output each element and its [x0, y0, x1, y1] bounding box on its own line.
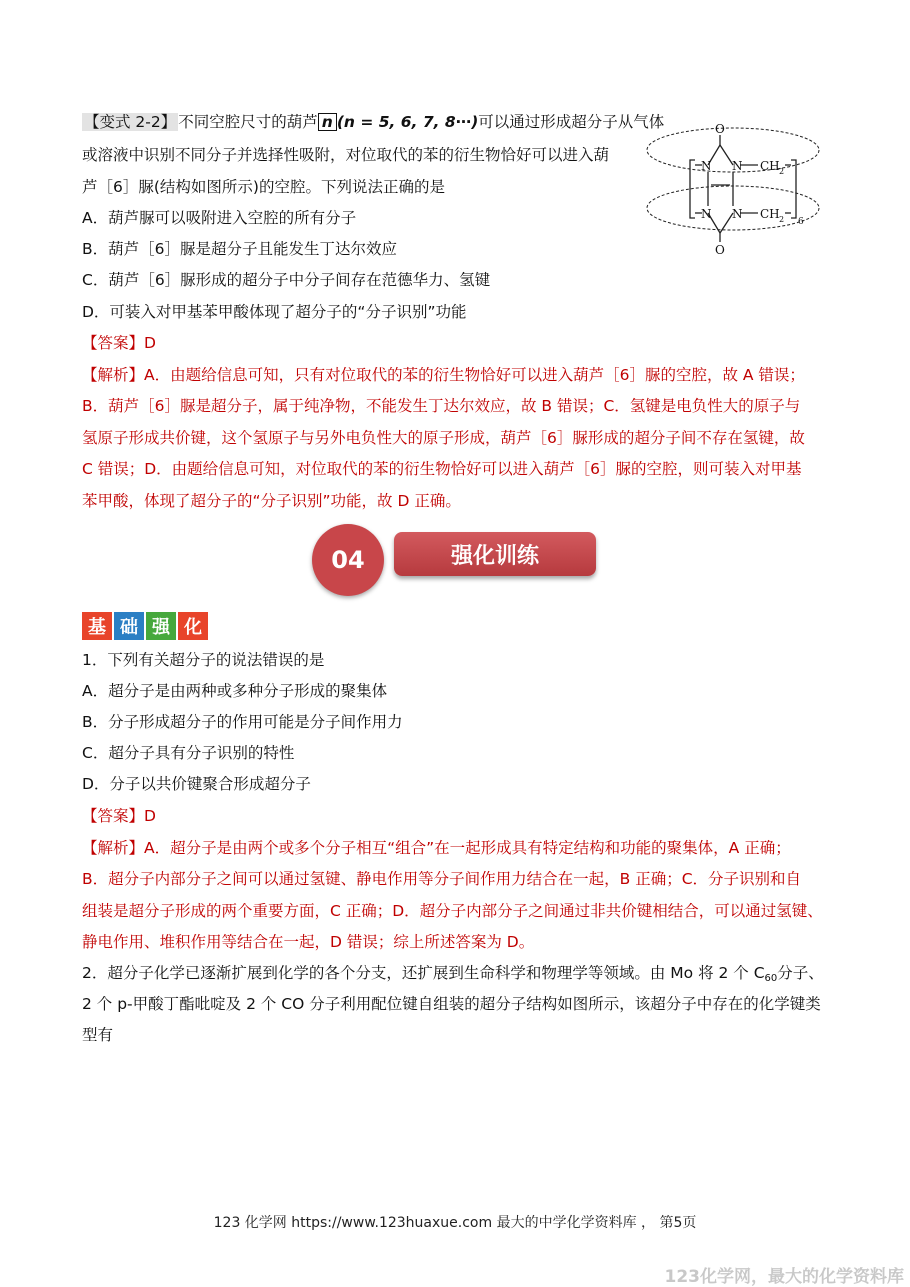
o-bottom: O [715, 243, 725, 255]
site-watermark: 123化学网，最大的化学资料库 [664, 1267, 904, 1287]
q1-option-b: B．分子形成超分子的作用可能是分子间作用力 [82, 713, 403, 731]
q2-line-1-b: 分子、 [777, 964, 824, 982]
q2-line-3: 型有 [82, 1026, 114, 1044]
tile-3: 强 [146, 612, 176, 640]
q2-line-2: 2 个 p-甲酸丁酯吡啶及 2 个 CO 分子利用配位键自组装的超分子结构如图所示，该超分子中存在的化学键类 [82, 995, 821, 1013]
tile-4: 化 [178, 612, 208, 640]
ch2-bottom: CH [760, 207, 780, 221]
o-top: O [715, 122, 725, 136]
q2-line-1 [82, 963, 824, 989]
n-right-bottom: N [732, 207, 743, 221]
variant-option-d: D．可装入对甲基苯甲酸体现了超分子的“分子识别”功能 [82, 303, 467, 321]
variant-line-1-b: 可以通过形成超分子从气体 [478, 113, 665, 131]
ch2-top-sub: 2 [779, 167, 785, 176]
basic-strengthening-heading [82, 612, 208, 640]
section-number: 04 [312, 524, 384, 596]
ch2-top: CH [760, 159, 780, 173]
variant-line-3: 芦［6］脲(结构如图所示)的空腔。下列说法正确的是 [82, 178, 445, 196]
q2-line-1-a: 2．超分子化学已逐渐扩展到化学的各个分支，还扩展到生命科学和物理学等领域。由 Mo 将 2 个 C [82, 964, 765, 982]
ch2-bottom-sub: 2 [779, 215, 785, 224]
repeat-count: 6 [798, 217, 804, 227]
variant-explanation-3: 氢原子形成共价键，这个氢原子与另外电负性大的原子形成，葫芦［6］脲形成的超分子间不存在氢键，故 [82, 429, 805, 447]
q1-stem: 1．下列有关超分子的说法错误的是 [82, 651, 325, 669]
q1-explanation-4: 静电作用、堆积作用等结合在一起，D 错误；综上所述答案为 D。 [82, 933, 535, 951]
tile-1: 基 [82, 612, 112, 640]
q1-option-a: A．超分子是由两种或多种分子形成的聚集体 [82, 682, 388, 700]
q1-answer: 【答案】D [82, 807, 156, 825]
variant-line-1-a: 不同空腔尺寸的葫芦 [178, 113, 318, 131]
variant-line-1 [82, 112, 664, 132]
cucurbituril-structure-diagram [645, 120, 820, 255]
variant-explanation-4: C 错误；D．由题给信息可知，对位取代的苯的衍生物恰好可以进入葫芦［6］脲的空腔，则可装入对甲基 [82, 460, 802, 478]
section-title: 强化训练 [394, 532, 596, 576]
variant-explanation-5: 苯甲酸，体现了超分子的“分子识别”功能，故 D 正确。 [82, 492, 461, 510]
n-left-top: N [701, 159, 712, 173]
variant-answer: 【答案】D [82, 334, 156, 352]
variant-option-b: B．葫芦［6］脲是超分子且能发生丁达尔效应 [82, 240, 397, 258]
variant-explanation-2: B．葫芦［6］脲是超分子，属于纯净物，不能发生丁达尔效应，故 B 错误；C．氢键是电负性大的原子与 [82, 397, 801, 415]
q2-c60-subscript: 60 [764, 973, 778, 984]
variant-option-a: A．葫芦脲可以吸附进入空腔的所有分子 [82, 209, 357, 227]
variant-line-2: 或溶液中识别不同分子并选择性吸附，对位取代的苯的衍生物恰好可以进入葫 [82, 146, 610, 164]
n-left-bottom: N [701, 207, 712, 221]
q1-explanation-1: 【解析】A．超分子是由两个或多个分子相互“组合”在一起形成具有特定结构和功能的聚集体，A 正确； [82, 839, 791, 857]
variant-tag: 【变式 2-2】 [84, 113, 177, 131]
math-range: (n = 5, 6, 7, 8⋯) [336, 113, 479, 131]
page-footer: 123 化学网 https://www.123huaxue.com 最大的中学化学资料库 ， 第5页 [213, 1215, 697, 1231]
tile-2: 础 [114, 612, 144, 640]
math-n-box: n [318, 113, 337, 131]
q1-explanation-3: 组装是超分子形成的两个重要方面，C 正确；D．超分子内部分子之间通过非共价键相结合，可以通过氢键、 [82, 902, 823, 920]
variant-option-c: C．葫芦［6］脲形成的超分子中分子间存在范德华力、氢键 [82, 271, 491, 289]
q1-option-d: D．分子以共价键聚合形成超分子 [82, 775, 311, 793]
variant-explanation-1: 【解析】A．由题给信息可知，只有对位取代的苯的衍生物恰好可以进入葫芦［6］脲的空腔，故 A 错误； [82, 366, 805, 384]
q1-explanation-2: B．超分子内部分子之间可以通过氢键、静电作用等分子间作用力结合在一起，B 正确；C．分子识别和自 [82, 870, 802, 888]
q1-option-c: C．超分子具有分子识别的特性 [82, 744, 295, 762]
n-right-top: N [732, 159, 743, 173]
